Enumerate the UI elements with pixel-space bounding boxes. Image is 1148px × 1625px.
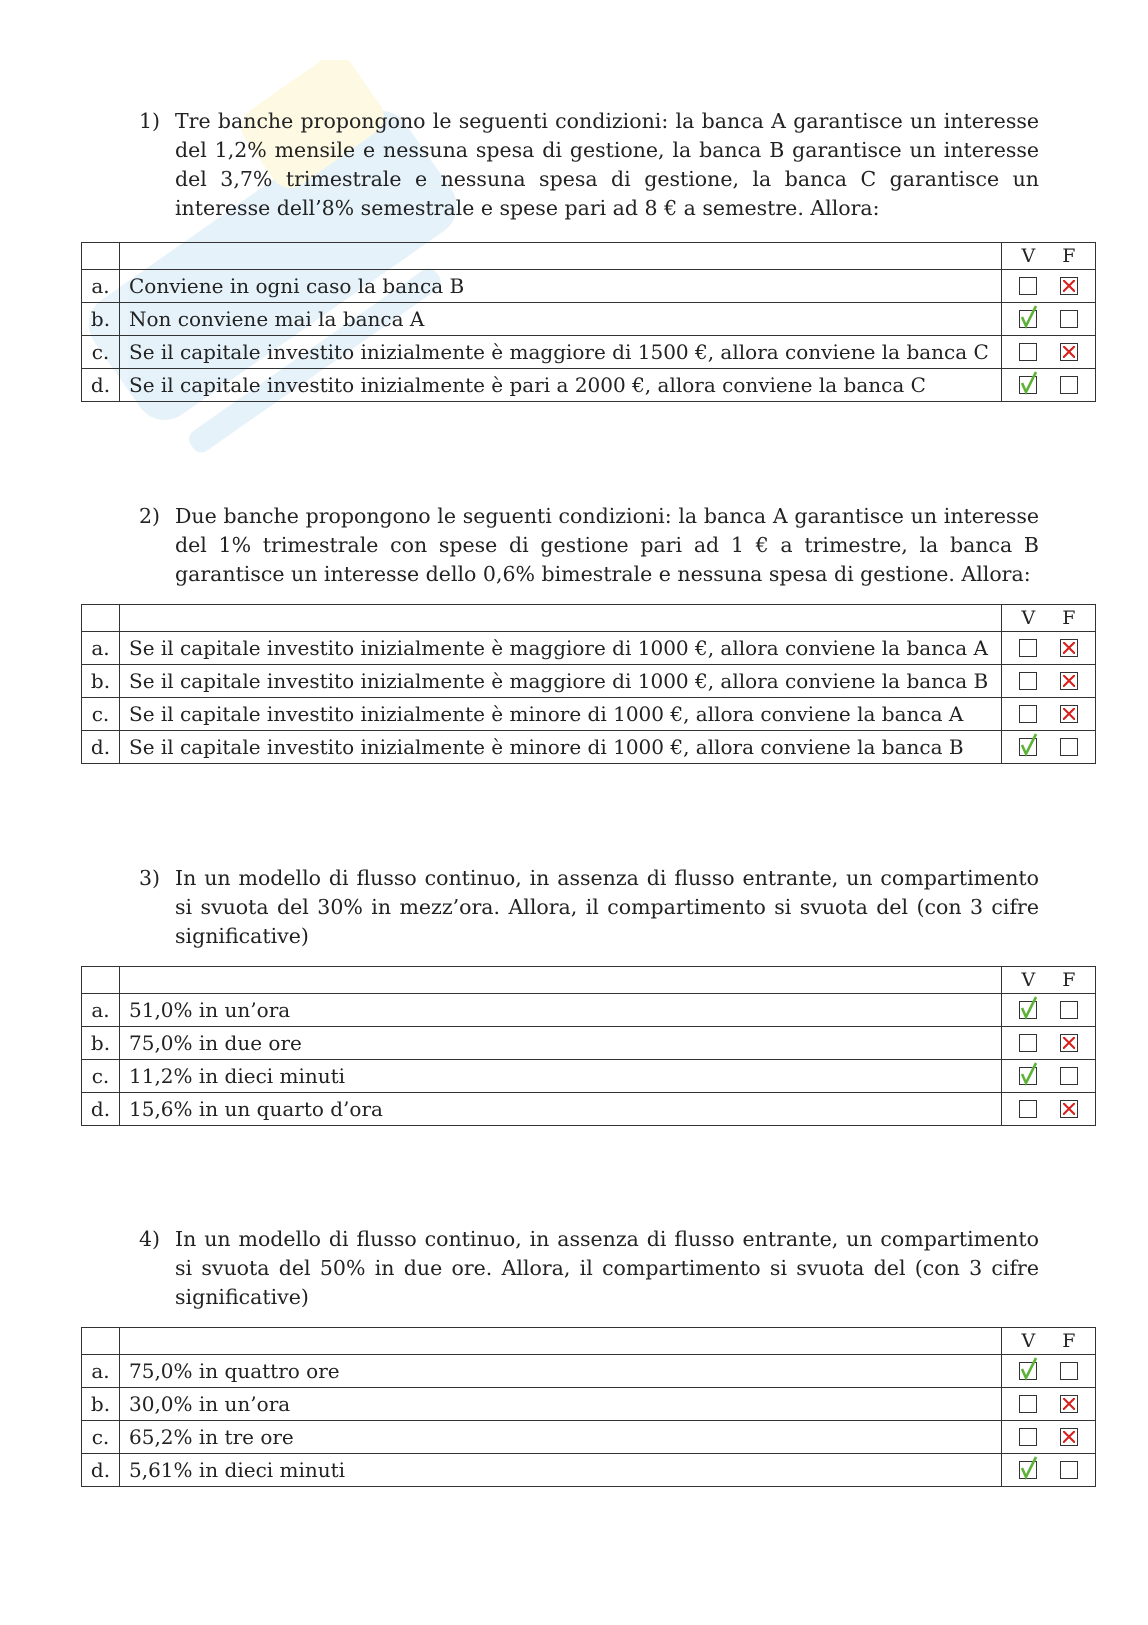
table-row (82, 731, 1096, 764)
row-text: 5,61% in dieci minuti (120, 1454, 1002, 1487)
row-text: Se il capitale investito inizialmente è maggiore di 1500 €, allora conviene la banca C (120, 336, 1002, 369)
checkbox-false[interactable] (1060, 1001, 1078, 1019)
checkbox-true[interactable] (1019, 1067, 1037, 1085)
row-text: 75,0% in quattro ore (120, 1355, 1002, 1388)
row-label: c. (82, 698, 120, 731)
row-text: Se il capitale investito inizialmente è maggiore di 1000 €, allora conviene la banca B (120, 665, 1002, 698)
table-row (82, 270, 1096, 303)
checkbox-true[interactable] (1019, 343, 1037, 361)
question-3 (139, 864, 1039, 951)
table-row (82, 1093, 1096, 1126)
table-row (82, 369, 1096, 402)
question-text: In un modello di flusso continuo, in assenza di flusso entrante, un compartimento si svuota del 30% in mezz’ora. Allora, il compartimento si svuota del (con 3 cifre significative) (175, 866, 1039, 948)
row-text: Se il capitale investito inizialmente è minore di 1000 €, allora conviene la banca A (120, 698, 1002, 731)
question-1 (139, 107, 1039, 223)
table-row (82, 994, 1096, 1027)
checkbox-false[interactable] (1060, 1362, 1078, 1380)
row-text: Se il capitale investito inizialmente è maggiore di 1000 €, allora conviene la banca A (120, 632, 1002, 665)
row-label: c. (82, 1060, 120, 1093)
row-label: a. (82, 632, 120, 665)
col-header-v: V (1021, 1330, 1036, 1352)
table-row (82, 1060, 1096, 1093)
question-number: 4) (139, 1227, 161, 1251)
col-header-f: F (1062, 607, 1076, 629)
question-number: 1) (139, 109, 161, 133)
row-label: b. (82, 303, 120, 336)
row-label: d. (82, 1454, 120, 1487)
question-text: Tre banche propongono le seguenti condizioni: la banca A garantisce un interesse del 1,2% mensile e nessuna spesa di gestione, la banca B garantisce un interesse del 3,7% trimestrale e nessuna spesa di gestione, la banca C garantisce un interesse dell’8% semestrale e spese pari ad 8 € a semestre. Allora: (175, 109, 1039, 220)
col-header-f: F (1062, 245, 1076, 267)
row-text: 15,6% in un quarto d’ora (120, 1093, 1002, 1126)
row-label: d. (82, 369, 120, 402)
row-label: a. (82, 270, 120, 303)
checkbox-true[interactable] (1019, 738, 1037, 756)
question-text: Due banche propongono le seguenti condizioni: la banca A garantisce un interesse del 1% trimestrale con spese di gestione pari ad 1 € a trimestre, la banca B garantisce un interesse dello 0,6% bimestrale e nessuna spesa di gestione. Allora: (175, 504, 1039, 586)
row-label: b. (82, 1388, 120, 1421)
row-label: c. (82, 336, 120, 369)
checkbox-false[interactable] (1060, 639, 1078, 657)
checkbox-true[interactable] (1019, 310, 1037, 328)
checkbox-false[interactable] (1060, 343, 1078, 361)
question-4 (139, 1225, 1039, 1312)
checkbox-false[interactable] (1060, 376, 1078, 394)
table-row (82, 632, 1096, 665)
row-text: 75,0% in due ore (120, 1027, 1002, 1060)
checkbox-false[interactable] (1060, 1461, 1078, 1479)
checkbox-false[interactable] (1060, 1395, 1078, 1413)
answer-table-4 (81, 1327, 1096, 1487)
row-text: 65,2% in tre ore (120, 1421, 1002, 1454)
table-row (82, 336, 1096, 369)
check-mark-icon (1018, 1356, 1040, 1382)
checkbox-false[interactable] (1060, 310, 1078, 328)
checkbox-true[interactable] (1019, 705, 1037, 723)
checkbox-false[interactable] (1060, 1428, 1078, 1446)
check-mark-icon (1018, 1455, 1040, 1481)
answer-table-1 (81, 242, 1096, 402)
checkbox-false[interactable] (1060, 738, 1078, 756)
row-text: Conviene in ogni caso la banca B (120, 270, 1002, 303)
check-mark-icon (1018, 304, 1040, 330)
row-text: Se il capitale investito inizialmente è pari a 2000 €, allora conviene la banca C (120, 369, 1002, 402)
checkbox-true[interactable] (1019, 672, 1037, 690)
checkbox-true[interactable] (1019, 1362, 1037, 1380)
checkbox-true[interactable] (1019, 639, 1037, 657)
checkbox-true[interactable] (1019, 1034, 1037, 1052)
check-mark-icon (1018, 370, 1040, 396)
row-text: 11,2% in dieci minuti (120, 1060, 1002, 1093)
check-mark-icon (1018, 732, 1040, 758)
question-text: In un modello di flusso continuo, in assenza di flusso entrante, un compartimento si svuota del 50% in due ore. Allora, il compartimento si svuota del (con 3 cifre significative) (175, 1227, 1039, 1309)
row-label: a. (82, 994, 120, 1027)
table-row (82, 1355, 1096, 1388)
checkbox-false[interactable] (1060, 1067, 1078, 1085)
row-label: a. (82, 1355, 120, 1388)
table-row (82, 698, 1096, 731)
row-label: b. (82, 665, 120, 698)
checkbox-true[interactable] (1019, 1395, 1037, 1413)
row-label: b. (82, 1027, 120, 1060)
row-text: 51,0% in un’ora (120, 994, 1002, 1027)
row-label: c. (82, 1421, 120, 1454)
table-row (82, 303, 1096, 336)
question-2 (139, 502, 1039, 589)
table-row (82, 1454, 1096, 1487)
table-row (82, 665, 1096, 698)
row-text: Se il capitale investito inizialmente è minore di 1000 €, allora conviene la banca B (120, 731, 1002, 764)
row-text: Non conviene mai la banca A (120, 303, 1002, 336)
check-mark-icon (1018, 995, 1040, 1021)
row-label: d. (82, 731, 120, 764)
check-mark-icon (1018, 1061, 1040, 1087)
checkbox-false[interactable] (1060, 1100, 1078, 1118)
question-number: 2) (139, 504, 161, 528)
col-header-f: F (1062, 969, 1076, 991)
table-row (82, 1421, 1096, 1454)
row-label: d. (82, 1093, 120, 1126)
col-header-f: F (1062, 1330, 1076, 1352)
checkbox-false[interactable] (1060, 672, 1078, 690)
checkbox-false[interactable] (1060, 1034, 1078, 1052)
checkbox-false[interactable] (1060, 277, 1078, 295)
checkbox-true[interactable] (1019, 277, 1037, 295)
col-header-v: V (1021, 245, 1036, 267)
checkbox-false[interactable] (1060, 705, 1078, 723)
answer-table-2 (81, 604, 1096, 764)
checkbox-true[interactable] (1019, 1100, 1037, 1118)
col-header-v: V (1021, 969, 1036, 991)
table-row (82, 1388, 1096, 1421)
col-header-v: V (1021, 607, 1036, 629)
table-row (82, 1027, 1096, 1060)
checkbox-true[interactable] (1019, 376, 1037, 394)
checkbox-true[interactable] (1019, 1428, 1037, 1446)
answer-table-3 (81, 966, 1096, 1126)
row-text: 30,0% in un’ora (120, 1388, 1002, 1421)
question-number: 3) (139, 866, 161, 890)
checkbox-true[interactable] (1019, 1461, 1037, 1479)
checkbox-true[interactable] (1019, 1001, 1037, 1019)
